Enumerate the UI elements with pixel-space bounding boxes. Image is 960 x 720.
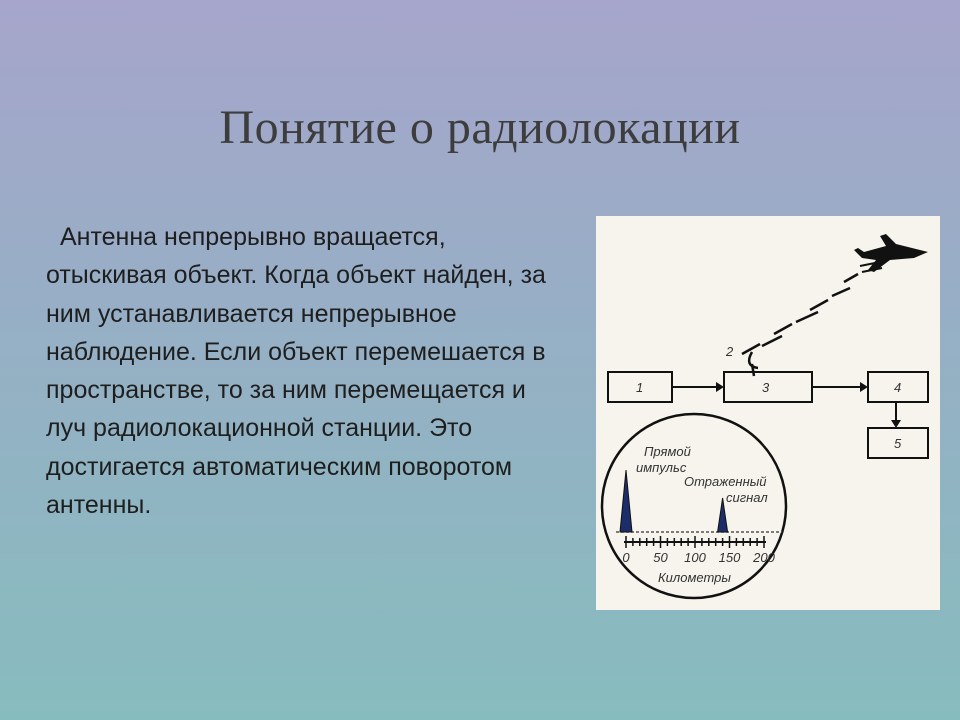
block-3-label: 3 (762, 380, 770, 395)
block-4-label: 4 (894, 380, 902, 395)
radar-diagram-svg (596, 216, 940, 610)
scale-tick-label: 50 (653, 550, 668, 565)
antenna-label: 2 (726, 344, 734, 359)
arrow-1-to-3 (672, 382, 724, 392)
direct-pulse-label-2: импульс (636, 460, 687, 475)
block-1-label: 1 (636, 380, 644, 395)
arrow-4-to-5 (891, 402, 901, 428)
direct-pulse-label-1: Прямой (644, 444, 691, 459)
scale-tick-label: 100 (684, 550, 706, 565)
radar-diagram (596, 216, 940, 610)
airplane-icon (854, 234, 928, 272)
reflected-signal-label-2: сигнал (726, 490, 768, 505)
arrow-3-to-4 (812, 382, 868, 392)
slide-title: Понятие о радиолокации (219, 101, 741, 154)
direct-pulse (620, 470, 632, 532)
block-5-label: 5 (894, 436, 902, 451)
distance-scale (622, 536, 775, 565)
scale-tick-label: 200 (753, 550, 775, 565)
slide-body-text: Антенна непрерывно вращается, отыскивая объект. Когда объект найден, за ним устанавливается непрерывное наблюдение. Если объект перемешается в пространстве, то за ним перемещается и луч радиолокационной станции. Это достигается автоматическим поворотом антенны. (46, 223, 546, 520)
reflected-signal-label-1: Отраженный (684, 474, 767, 489)
scale-tick-label: 0 (622, 550, 630, 565)
scale-tick-label: 150 (718, 550, 741, 565)
scale-unit-label: Километры (658, 570, 731, 585)
signal-beam (742, 274, 858, 354)
